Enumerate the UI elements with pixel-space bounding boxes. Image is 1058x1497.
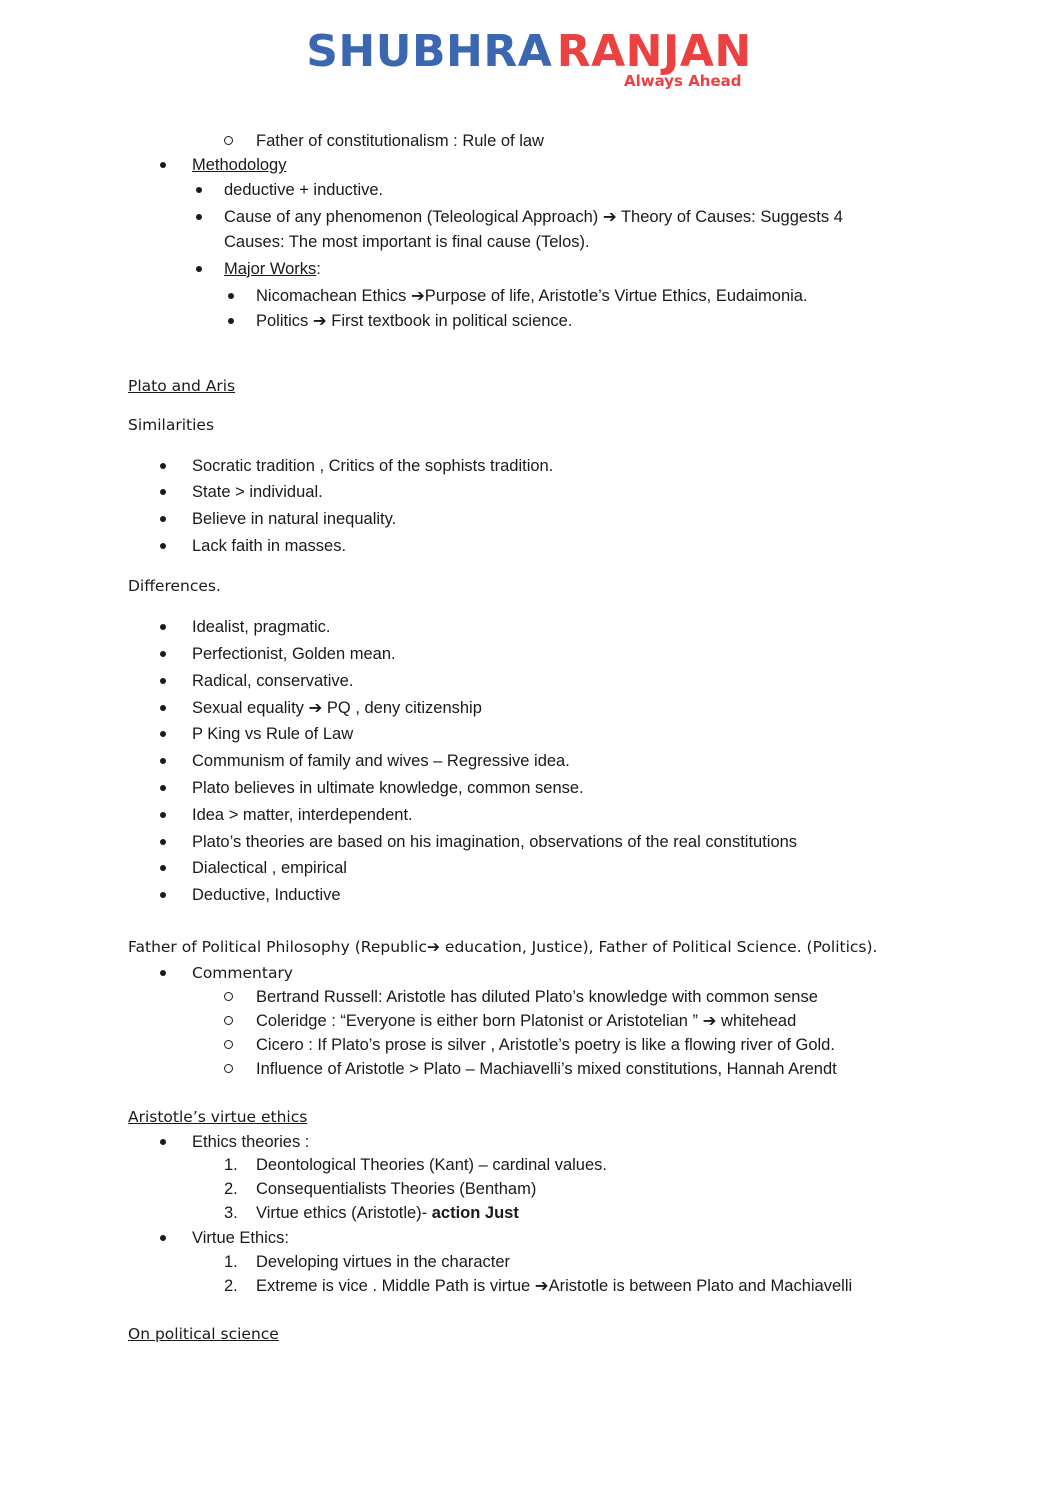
bullet-icon <box>160 885 166 905</box>
bullet-icon <box>160 805 166 825</box>
major-works-colon: : <box>316 260 321 278</box>
list-item: P King vs Rule of Law <box>192 725 354 743</box>
list-item: Influence of Aristotle > Plato – Machiavelli’s mixed constitutions, Hannah Arendt <box>256 1060 837 1078</box>
list-item: Idea > matter, interdependent. <box>192 806 413 824</box>
list-number: 3. <box>224 1204 238 1222</box>
brand-name-part2: RANJAN <box>556 26 752 77</box>
bullet-icon <box>160 671 166 691</box>
list-item: Father of constitutionalism : Rule of law <box>256 132 544 150</box>
bullet-icon <box>160 456 166 476</box>
brand-name-part1: SHUBHRA <box>306 26 553 77</box>
similarities-heading: Similarities <box>128 416 215 434</box>
list-item: Dialectical , empirical <box>192 859 347 877</box>
major-works-label: Major Works <box>224 260 317 278</box>
bullet-icon <box>160 617 166 637</box>
list-item: Nicomachean Ethics ➔Purpose of life, Aristotle’s Virtue Ethics, Eudaimonia. <box>256 287 808 305</box>
list-item-continued: Causes: The most important is final cause (Telos). <box>224 233 590 251</box>
brand-logo <box>0 26 1058 78</box>
bullet-icon <box>160 644 166 664</box>
list-item: Plato believes in ultimate knowledge, common sense. <box>192 779 584 797</box>
bullet-icon <box>196 259 202 279</box>
list-item: Radical, conservative. <box>192 672 354 690</box>
list-item: State > individual. <box>192 483 323 501</box>
brand-tagline: Always Ahead <box>624 72 742 90</box>
list-item: Developing virtues in the character <box>256 1253 511 1271</box>
list-item: Socratic tradition , Critics of the sophists tradition. <box>192 457 554 475</box>
bullet-icon <box>228 286 234 306</box>
list-item-text: Virtue ethics (Aristotle)- <box>256 1204 432 1222</box>
bullet-icon <box>160 1132 166 1152</box>
list-item: Deductive, Inductive <box>192 886 341 904</box>
list-item: Idealist, pragmatic. <box>192 618 331 636</box>
bullet-icon <box>160 724 166 744</box>
hollow-bullet-icon <box>224 1059 233 1079</box>
list-item: Cause of any phenomenon (Teleological Approach) ➔ Theory of Causes: Suggests 4 <box>224 208 843 226</box>
bullet-icon <box>160 1228 166 1248</box>
bullet-icon <box>160 482 166 502</box>
list-item: Lack faith in masses. <box>192 537 347 555</box>
bullet-icon <box>160 963 166 983</box>
bullet-icon <box>160 751 166 771</box>
hollow-bullet-icon <box>224 1011 233 1031</box>
list-item: Believe in natural inequality. <box>192 510 397 528</box>
list-item: Coleridge : “Everyone is either born Platonist or Aristotelian ” ➔ whitehead <box>256 1012 797 1030</box>
bullet-icon <box>196 207 202 227</box>
list-item: Perfectionist, Golden mean. <box>192 645 396 663</box>
list-item: Communism of family and wives – Regressive idea. <box>192 752 570 770</box>
list-number: 1. <box>224 1156 238 1174</box>
bullet-icon <box>228 311 234 331</box>
list-item: Cicero : If Plato’s prose is silver , Aristotle’s poetry is like a flowing river of Gold. <box>256 1036 835 1054</box>
hollow-bullet-icon <box>224 1035 233 1055</box>
commentary-heading: Commentary <box>192 964 293 982</box>
section-heading-virtue-ethics: Aristotle’s virtue ethics <box>128 1108 308 1126</box>
bullet-icon <box>160 698 166 718</box>
bullet-icon <box>160 858 166 878</box>
list-item: Plato’s theories are based on his imagination, observations of the real constitutions <box>192 833 798 851</box>
bullet-icon <box>196 180 202 200</box>
list-number: 2. <box>224 1277 238 1295</box>
bullet-icon <box>160 832 166 852</box>
methodology-heading: Methodology <box>192 156 287 174</box>
list-item: Deontological Theories (Kant) – cardinal values. <box>256 1156 607 1174</box>
hollow-bullet-icon <box>224 987 233 1007</box>
list-item: Bertrand Russell: Aristotle has diluted Plato’s knowledge with common sense <box>256 988 818 1006</box>
bullet-icon <box>160 509 166 529</box>
list-item <box>256 1203 519 1223</box>
list-item-bold-text: action Just <box>431 1204 519 1222</box>
ethics-theories-label: Ethics theories : <box>192 1133 310 1151</box>
section-heading-political-science: On political science <box>128 1325 279 1343</box>
virtue-ethics-label: Virtue Ethics: <box>192 1229 289 1247</box>
bullet-icon <box>160 536 166 556</box>
list-number: 1. <box>224 1253 238 1271</box>
differences-heading: Differences. <box>128 577 221 595</box>
hollow-bullet-icon <box>224 131 233 151</box>
list-item: Extreme is vice . Middle Path is virtue ➔Aristotle is between Plato and Machiavelli <box>256 1277 853 1295</box>
list-number: 2. <box>224 1180 238 1198</box>
section-heading-plato-aris: Plato and Aris <box>128 377 236 395</box>
list-item: deductive + inductive. <box>224 181 384 199</box>
bullet-icon <box>160 155 166 175</box>
list-item: Consequentialists Theories (Bentham) <box>256 1180 537 1198</box>
fathers-line: Father of Political Philosophy (Republic➔ education, Justice), Father of Political Science. (Politics). <box>128 938 878 956</box>
list-item: Politics ➔ First textbook in political science. <box>256 312 573 330</box>
list-item: Sexual equality ➔ PQ , deny citizenship <box>192 699 482 717</box>
major-works-heading <box>224 259 321 279</box>
bullet-icon <box>160 778 166 798</box>
